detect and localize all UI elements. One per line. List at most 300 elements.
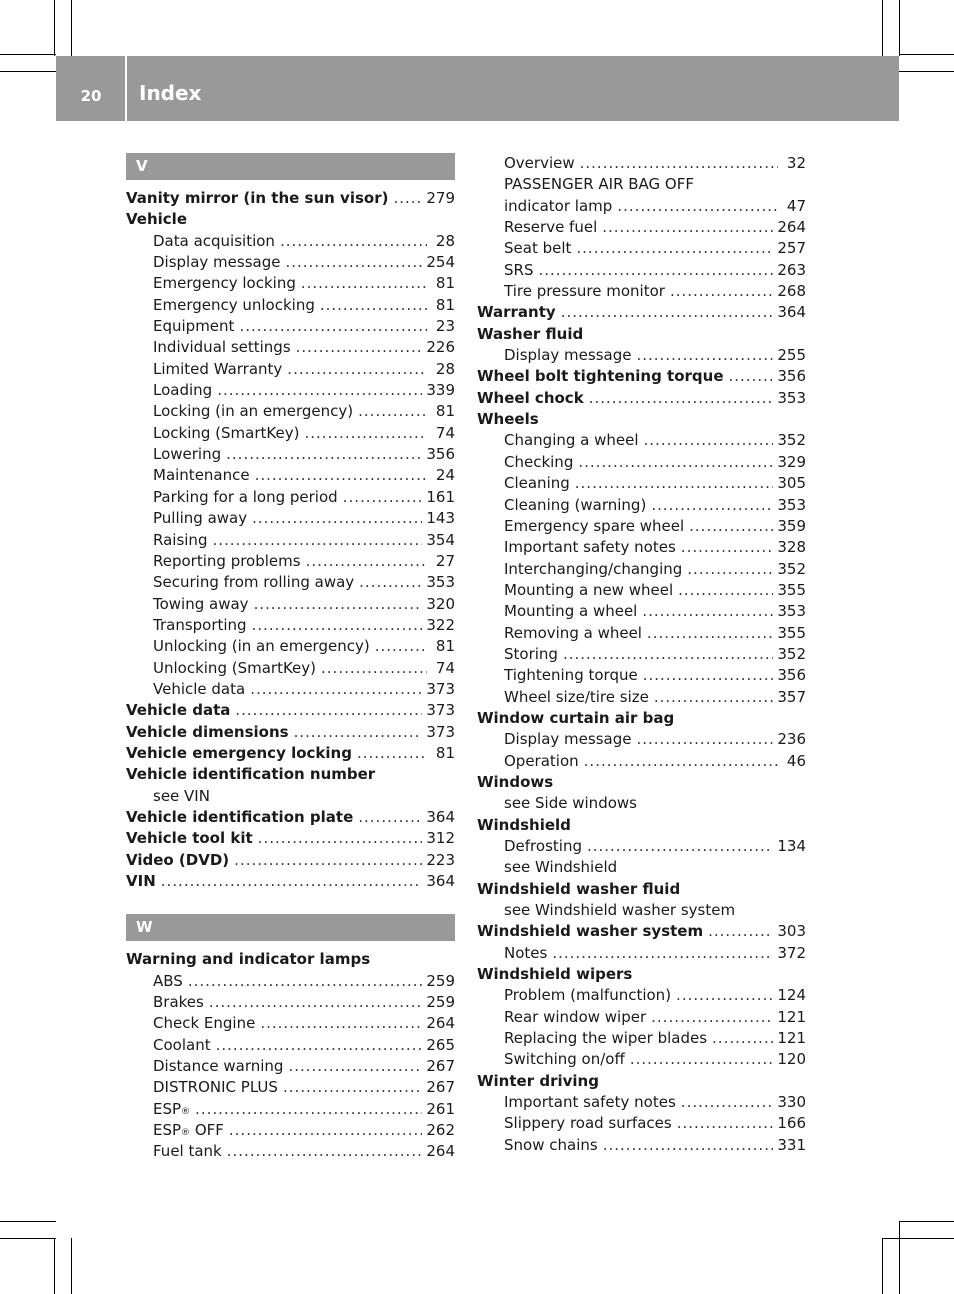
dot-leader xyxy=(252,508,422,529)
index-entry-page: 28 xyxy=(435,231,455,250)
dot-leader xyxy=(589,388,774,409)
index-entry xyxy=(126,636,455,657)
index-entry xyxy=(126,380,455,401)
index-entry-text: Operation xyxy=(504,751,579,770)
index-entry-page: 364 xyxy=(426,872,455,890)
index-entry-text: Raising xyxy=(153,530,208,549)
dot-leader xyxy=(304,423,427,444)
dot-leader xyxy=(288,1056,422,1077)
index-entry-page: 27 xyxy=(435,551,455,570)
index-entry xyxy=(126,807,455,828)
index-entry-text: Vehicle tool kit xyxy=(126,829,253,848)
index-entry xyxy=(126,401,455,422)
index-entry-page: 161 xyxy=(426,487,455,506)
index-entry-text: Tire pressure monitor xyxy=(504,282,665,301)
dot-leader xyxy=(580,153,778,174)
index-entry-text: SRS xyxy=(504,260,534,279)
index-entry-page: 364 xyxy=(426,807,455,826)
index-entry: ESP ® ..... 261 xyxy=(126,1099,455,1120)
crop-mark xyxy=(54,1238,55,1294)
index-entry xyxy=(477,302,806,323)
index-entry-text: Vehicle dimensions xyxy=(126,722,289,741)
index-entry-page: 355 xyxy=(777,580,806,599)
index-entry-text: Coolant xyxy=(153,1035,211,1054)
index-entry xyxy=(477,1135,806,1156)
index-entry-text: Equipment xyxy=(153,317,235,336)
index-entry-text: Vehicle xyxy=(126,210,187,229)
dot-leader xyxy=(678,580,773,601)
index-entry-text: Important safety notes xyxy=(504,1093,676,1112)
index-list-w xyxy=(126,949,455,1162)
index-entry xyxy=(126,295,455,316)
index-entry-text: Fuel tank xyxy=(153,1142,222,1161)
dot-leader xyxy=(538,260,773,281)
dot-leader xyxy=(188,971,423,992)
index-entry-text: Vanity mirror (in the sun visor) xyxy=(126,189,389,207)
dot-leader xyxy=(212,530,422,551)
index-entry-page: 331 xyxy=(777,1135,806,1154)
dot-leader xyxy=(252,615,423,636)
dot-leader xyxy=(642,601,773,622)
index-entry xyxy=(126,1141,455,1162)
index-entry-text: Individual settings xyxy=(153,338,291,357)
index-entry-page: 268 xyxy=(777,282,806,301)
dot-leader xyxy=(681,537,774,558)
crop-mark xyxy=(0,71,56,72)
index-entry-text: PASSENGER AIR BAG OFF xyxy=(504,175,694,194)
dot-leader xyxy=(636,729,773,750)
index-entry xyxy=(126,679,455,700)
index-entry-page: 120 xyxy=(777,1050,806,1069)
index-entry-page: 352 xyxy=(777,431,806,450)
index-entry xyxy=(477,900,806,921)
dot-leader xyxy=(280,231,427,252)
crop-mark xyxy=(899,54,954,55)
index-entry-text: Overview xyxy=(504,154,575,172)
index-entry xyxy=(126,337,455,358)
dot-leader xyxy=(235,700,422,721)
crop-mark xyxy=(71,0,72,56)
index-entry-page: 373 xyxy=(426,722,455,741)
index-entry-text: indicator lamp xyxy=(504,196,613,215)
section-header-w: W xyxy=(126,914,455,941)
index-entry-text: Cleaning (warning) xyxy=(504,495,647,514)
index-entry-text: Switching on/off xyxy=(504,1050,625,1069)
index-entry-page: 264 xyxy=(777,218,806,237)
dot-leader xyxy=(689,516,773,537)
index-entry-text: Winter driving xyxy=(477,1071,599,1090)
index-entry xyxy=(126,231,455,252)
index-entry-page: 74 xyxy=(435,658,455,677)
dot-leader xyxy=(651,495,773,516)
dot-leader xyxy=(285,252,422,273)
dot-leader xyxy=(647,623,773,644)
index-entry-page: 330 xyxy=(777,1093,806,1112)
index-entry xyxy=(126,465,455,486)
index-entry xyxy=(477,815,806,836)
index-entry-text: Wheel chock xyxy=(477,388,584,407)
index-entry xyxy=(126,188,455,209)
index-entry xyxy=(477,793,806,814)
index-entry xyxy=(126,615,455,636)
index-entry xyxy=(477,217,806,238)
index-entry-page: 305 xyxy=(777,474,806,493)
crop-mark xyxy=(882,1238,954,1239)
dot-leader xyxy=(283,1077,422,1098)
index-entry-text: Limited Warranty xyxy=(153,359,283,378)
index-entry-text: Loading xyxy=(153,381,213,400)
index-entry-page: 356 xyxy=(777,666,806,685)
crop-mark xyxy=(0,1221,56,1222)
section-header-v: V xyxy=(126,153,455,180)
index-entry-text: VIN xyxy=(126,872,156,890)
index-entry-text: Reporting problems xyxy=(153,551,301,570)
index-entry-page: 32 xyxy=(786,154,806,172)
index-list-right xyxy=(477,153,806,1156)
index-entry-text: Brakes xyxy=(153,993,204,1012)
index-entry xyxy=(126,743,455,764)
index-entry-page: 356 xyxy=(426,445,455,464)
index-entry-text: Vehicle data xyxy=(153,679,246,698)
index-entry-page: 23 xyxy=(435,317,455,336)
index-entry-page: 28 xyxy=(435,359,455,378)
index-entry-text: Video (DVD) xyxy=(126,850,230,869)
index-entry-text: Display message xyxy=(504,346,632,365)
index-entry-page: 353 xyxy=(777,602,806,621)
index-entry-text: Display message xyxy=(504,730,632,749)
index-entry xyxy=(126,871,455,892)
index-entry xyxy=(477,964,806,985)
index-entry xyxy=(126,594,455,615)
index-entry xyxy=(477,559,806,580)
index-entry xyxy=(477,644,806,665)
dot-leader xyxy=(239,316,427,337)
index-entry-text: Warranty xyxy=(477,303,556,322)
index-entry-text: Securing from rolling away xyxy=(153,573,355,592)
dot-leader xyxy=(630,1049,774,1070)
index-entry-page: 81 xyxy=(435,274,455,293)
dot-leader xyxy=(561,302,774,323)
index-entry-text: Locking (in an emergency) xyxy=(153,402,354,421)
index-entry-page: 352 xyxy=(777,559,806,578)
dot-leader xyxy=(393,188,422,209)
index-entry-page: 267 xyxy=(426,1057,455,1076)
index-entry xyxy=(126,722,455,743)
index-entry-page: 353 xyxy=(777,388,806,407)
index-entry-text: Tightening torque xyxy=(504,666,638,685)
dot-leader xyxy=(575,473,774,494)
index-entry-text: Emergency locking xyxy=(153,274,296,293)
index-entry-page: 357 xyxy=(777,687,806,706)
index-entry-text: Lowering xyxy=(153,445,222,464)
index-entry xyxy=(477,580,806,601)
index-entry-text: Parking for a long period xyxy=(153,487,338,506)
crop-mark xyxy=(899,1221,900,1294)
index-entry xyxy=(477,452,806,473)
index-entry-page: 81 xyxy=(435,637,455,656)
index-entry-text: Changing a wheel xyxy=(504,431,639,450)
dot-leader xyxy=(216,1035,423,1056)
index-entry-text: Vehicle identification number xyxy=(126,765,376,784)
index-entry xyxy=(477,751,806,772)
index-entry-page: 328 xyxy=(777,538,806,557)
index-entry-page: 74 xyxy=(435,423,455,442)
dot-leader xyxy=(643,665,774,686)
crop-mark xyxy=(0,1238,56,1239)
dot-leader xyxy=(670,281,773,302)
dot-leader xyxy=(584,751,778,772)
index-entry xyxy=(477,153,806,174)
index-entry xyxy=(477,1007,806,1028)
index-entry-page: 121 xyxy=(777,1029,806,1048)
dot-leader xyxy=(260,1013,422,1034)
index-entry xyxy=(477,516,806,537)
index-entry xyxy=(126,658,455,679)
index-entry-text: see Side windows xyxy=(504,794,637,813)
index-entry-text: Pulling away xyxy=(153,509,248,528)
crop-mark xyxy=(54,0,55,56)
index-entry-page: 223 xyxy=(426,850,455,869)
index-list-v xyxy=(126,188,455,892)
index-entry-page: 81 xyxy=(435,402,455,421)
index-entry-text: Windshield washer fluid xyxy=(477,879,681,898)
dot-leader xyxy=(227,1141,423,1162)
index-entry xyxy=(126,530,455,551)
index-entry-page: 134 xyxy=(777,837,806,855)
index-entry xyxy=(477,430,806,451)
index-entry-text: Windshield wipers xyxy=(477,965,633,984)
crop-mark xyxy=(899,1221,954,1222)
index-entry xyxy=(477,708,806,729)
index-entry xyxy=(477,495,806,516)
page-title: Index xyxy=(139,81,202,105)
dot-leader xyxy=(229,1120,422,1141)
dot-leader xyxy=(654,687,774,708)
dot-leader xyxy=(255,465,427,486)
index-entry xyxy=(126,1056,455,1077)
crop-mark xyxy=(882,1238,883,1294)
index-entry-page: 81 xyxy=(435,295,455,314)
index-entry-text: Wheel bolt tightening torque xyxy=(477,367,724,386)
index-entry-text: Wheels xyxy=(477,410,539,429)
dot-leader xyxy=(708,921,773,942)
index-entry xyxy=(126,992,455,1013)
crop-mark xyxy=(899,71,954,72)
index-entry-page: 373 xyxy=(426,701,455,720)
index-entry xyxy=(126,209,455,230)
index-column-right xyxy=(477,153,806,1156)
index-entry xyxy=(126,764,455,785)
dot-leader xyxy=(161,871,423,892)
index-entry-text: Problem (malfunction) xyxy=(504,986,672,1005)
index-entry-text: Windshield xyxy=(477,815,571,834)
crop-mark xyxy=(882,0,883,56)
index-entry xyxy=(126,572,455,593)
dot-leader xyxy=(552,943,773,964)
page-header xyxy=(56,56,899,121)
index-entry xyxy=(126,316,455,337)
index-entry-page: 81 xyxy=(435,743,455,762)
index-entry-text: ESP xyxy=(153,1121,182,1140)
index-entry-page: 226 xyxy=(426,338,455,357)
index-entry-page: 46 xyxy=(786,751,806,770)
index-entry-text: Vehicle identification plate xyxy=(126,807,354,826)
dot-leader xyxy=(576,238,773,259)
index-entry xyxy=(126,949,455,970)
index-entry-text: Vehicle emergency locking xyxy=(126,743,352,762)
index-entry-text: Checking xyxy=(504,452,574,471)
index-entry-text: Transporting xyxy=(153,615,247,634)
index-entry-page: 322 xyxy=(426,615,455,634)
dot-leader xyxy=(578,452,773,473)
index-entry xyxy=(477,238,806,259)
index-entry-text: Slippery road surfaces xyxy=(504,1114,672,1133)
index-entry xyxy=(477,879,806,900)
index-entry-text: Cleaning xyxy=(504,474,570,493)
index-entry-page: 372 xyxy=(777,943,806,962)
index-entry xyxy=(126,850,455,871)
index-entry xyxy=(126,700,455,721)
index-entry-page: 255 xyxy=(777,346,806,365)
index-entry xyxy=(477,366,806,387)
crop-mark xyxy=(0,54,56,55)
dot-leader xyxy=(677,1113,774,1134)
index-entry-text: Reserve fuel xyxy=(504,218,598,237)
index-entry-text: Check Engine xyxy=(153,1014,256,1033)
index-entry: ESP ® OFF ..... 262 xyxy=(126,1120,455,1141)
index-entry-text: Rear window wiper xyxy=(504,1007,647,1026)
index-entry-text: ABS xyxy=(153,971,183,990)
dot-leader xyxy=(358,807,422,828)
dot-leader xyxy=(294,722,423,743)
index-entry-page: 47 xyxy=(786,196,806,215)
index-entry-page: 254 xyxy=(426,253,455,272)
index-entry xyxy=(126,1013,455,1034)
index-entry xyxy=(477,473,806,494)
index-entry-text: Important safety notes xyxy=(504,538,676,557)
index-entry-text: Maintenance xyxy=(153,466,250,485)
index-entry-text: Unlocking (SmartKey) xyxy=(153,658,317,677)
index-entry-text: Storing xyxy=(504,644,558,663)
index-entry-text: Notes xyxy=(504,943,548,962)
crop-mark xyxy=(899,0,900,56)
index-entry-page: 261 xyxy=(426,1099,455,1118)
index-entry xyxy=(477,174,806,195)
dot-leader xyxy=(375,636,427,657)
index-entry-page: 264 xyxy=(426,1014,455,1033)
dot-leader xyxy=(644,430,774,451)
index-entry xyxy=(126,273,455,294)
index-entry xyxy=(126,423,455,444)
index-entry xyxy=(477,601,806,622)
dot-leader xyxy=(603,1135,774,1156)
index-entry-page: 359 xyxy=(777,516,806,535)
index-entry-page: 236 xyxy=(777,730,806,749)
index-entry xyxy=(477,1071,806,1092)
index-entry xyxy=(477,665,806,686)
index-entry-text: Windshield washer system xyxy=(477,922,704,941)
index-entry-page: 329 xyxy=(777,452,806,471)
index-entry-page: 267 xyxy=(426,1078,455,1097)
index-entry-text: see Windshield washer system xyxy=(504,901,736,920)
index-entry-page: 121 xyxy=(777,1007,806,1026)
index-entry-text: ESP xyxy=(153,1099,182,1118)
dot-leader xyxy=(651,1007,773,1028)
index-entry-page: 166 xyxy=(777,1114,806,1133)
index-entry xyxy=(477,260,806,281)
index-entry xyxy=(126,551,455,572)
index-entry-text: Display message xyxy=(153,253,281,272)
index-entry xyxy=(126,444,455,465)
dot-leader xyxy=(587,836,773,857)
dot-leader xyxy=(602,217,773,238)
index-entry-text: Mounting a new wheel xyxy=(504,580,674,599)
index-entry-page: 353 xyxy=(426,573,455,592)
index-column-left xyxy=(126,153,455,1163)
index-entry xyxy=(477,623,806,644)
index-entry-text: Emergency spare wheel xyxy=(504,516,685,535)
index-entry-text: Distance warning xyxy=(153,1057,284,1076)
index-entry xyxy=(126,828,455,849)
index-entry-text: Defrosting xyxy=(504,837,582,855)
dot-leader xyxy=(287,359,427,380)
index-entry-page: 355 xyxy=(777,623,806,642)
dot-leader xyxy=(676,985,773,1006)
index-entry-page: 259 xyxy=(426,993,455,1012)
index-entry xyxy=(477,836,806,857)
index-entry-text: Interchanging/changing xyxy=(504,559,683,578)
index-entry xyxy=(126,359,455,380)
index-entry-page: 264 xyxy=(426,1142,455,1161)
index-entry xyxy=(126,786,455,807)
index-entry xyxy=(477,943,806,964)
index-entry-page: 259 xyxy=(426,971,455,990)
dot-leader xyxy=(306,551,427,572)
dot-leader xyxy=(617,196,778,217)
index-entry-text: Wheel size/tire size xyxy=(504,687,649,706)
dot-leader xyxy=(636,345,773,366)
index-entry xyxy=(477,196,806,217)
index-entry xyxy=(477,729,806,750)
index-entry xyxy=(126,1077,455,1098)
index-entry-page: 262 xyxy=(426,1121,455,1140)
index-entry-page: 364 xyxy=(777,303,806,322)
index-entry-text: Data acquisition xyxy=(153,231,275,250)
dot-leader xyxy=(301,273,427,294)
dot-leader xyxy=(250,679,422,700)
index-entry-page: 312 xyxy=(426,829,455,848)
index-entry-suffix: OFF xyxy=(190,1121,224,1140)
index-entry-text: Seat belt xyxy=(504,239,572,258)
index-entry-text: Locking (SmartKey) xyxy=(153,423,300,442)
index-entry-text: Replacing the wiper blades xyxy=(504,1029,708,1048)
index-entry xyxy=(126,971,455,992)
index-entry-page: 354 xyxy=(426,530,455,549)
index-entry-text: Towing away xyxy=(153,594,249,613)
index-entry-page: 24 xyxy=(435,466,455,485)
index-entry xyxy=(477,985,806,1006)
index-entry-page: 356 xyxy=(777,367,806,386)
index-entry xyxy=(477,324,806,345)
dot-leader xyxy=(296,337,423,358)
dot-leader xyxy=(359,572,422,593)
dot-leader xyxy=(195,1099,422,1120)
index-entry-page: 339 xyxy=(426,381,455,400)
index-entry-page: 373 xyxy=(426,679,455,698)
index-entry xyxy=(477,1092,806,1113)
dot-leader xyxy=(343,487,423,508)
index-entry xyxy=(477,921,806,942)
